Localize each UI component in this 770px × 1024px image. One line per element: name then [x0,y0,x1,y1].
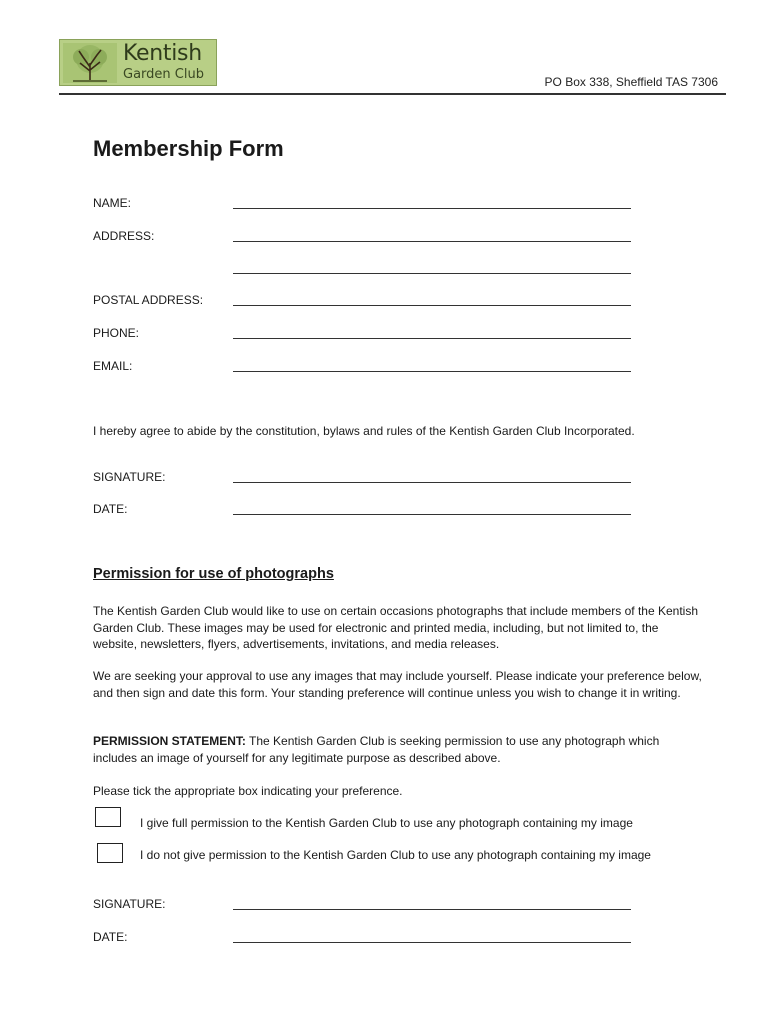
address-field-line1[interactable] [233,241,631,242]
postal-address-field[interactable] [233,305,631,306]
date-label: DATE: [93,502,128,516]
logo-subtitle: Garden Club [123,67,204,82]
photo-permission-heading: Permission for use of photographs [93,566,334,582]
photo-intro-paragraph: The Kentish Garden Club would like to use on certain occasions photographs that include members of the Kentish Garden Club. These images may be used for electronic and printed media, including, but not limited to, the website, newsletters, flyers, advertisements, invitations, and media releases. [93,604,699,651]
photo-signature-field[interactable] [233,909,631,910]
no-permission-checkbox[interactable] [97,843,123,863]
signature-field[interactable] [233,482,631,483]
permission-statement-label: PERMISSION STATEMENT: [93,734,246,748]
photo-date-field[interactable] [233,942,631,943]
postal-address-label: POSTAL ADDRESS: [93,293,204,307]
photo-approval-paragraph: We are seeking your approval to use any images that may include yourself. Please indicate your preference below, and then sign and date this form. Your standing preference will continue unless you wish to change it in writing. [93,669,702,700]
full-permission-checkbox[interactable] [95,807,121,827]
phone-label: PHONE: [93,326,140,340]
tree-icon [63,43,117,83]
page-title: Membership Form [93,136,284,161]
permission-statement [93,733,703,766]
postal-address-header: PO Box 338, Sheffield TAS 7306 [544,75,718,89]
club-logo [59,39,217,86]
tick-instruction: Please tick the appropriate box indicating your preference. [93,784,403,798]
date-field[interactable] [233,514,631,515]
logo-title: Kentish [123,41,202,66]
agreement-text: I hereby agree to abide by the constitution, bylaws and rules of the Kentish Garden Club Incorporated. [93,424,635,438]
name-label: NAME: [93,196,132,210]
photo-date-label: DATE: [93,930,128,944]
address-field-line2[interactable] [233,273,631,274]
name-field[interactable] [233,208,631,209]
no-permission-label: I do not give permission to the Kentish Garden Club to use any photograph containing my image [140,848,651,862]
full-permission-label: I give full permission to the Kentish Garden Club to use any photograph containing my image [140,816,633,830]
permission-statement-text: The Kentish Garden Club is seeking permission to use any photograph which includes an image of yourself for any legitimate purpose as described above. [93,734,660,765]
address-label: ADDRESS: [93,229,155,243]
phone-field[interactable] [233,338,631,339]
email-label: EMAIL: [93,359,133,373]
email-field[interactable] [233,371,631,372]
header-divider [59,93,726,95]
signature-label: SIGNATURE: [93,470,166,484]
photo-signature-label: SIGNATURE: [93,897,166,911]
